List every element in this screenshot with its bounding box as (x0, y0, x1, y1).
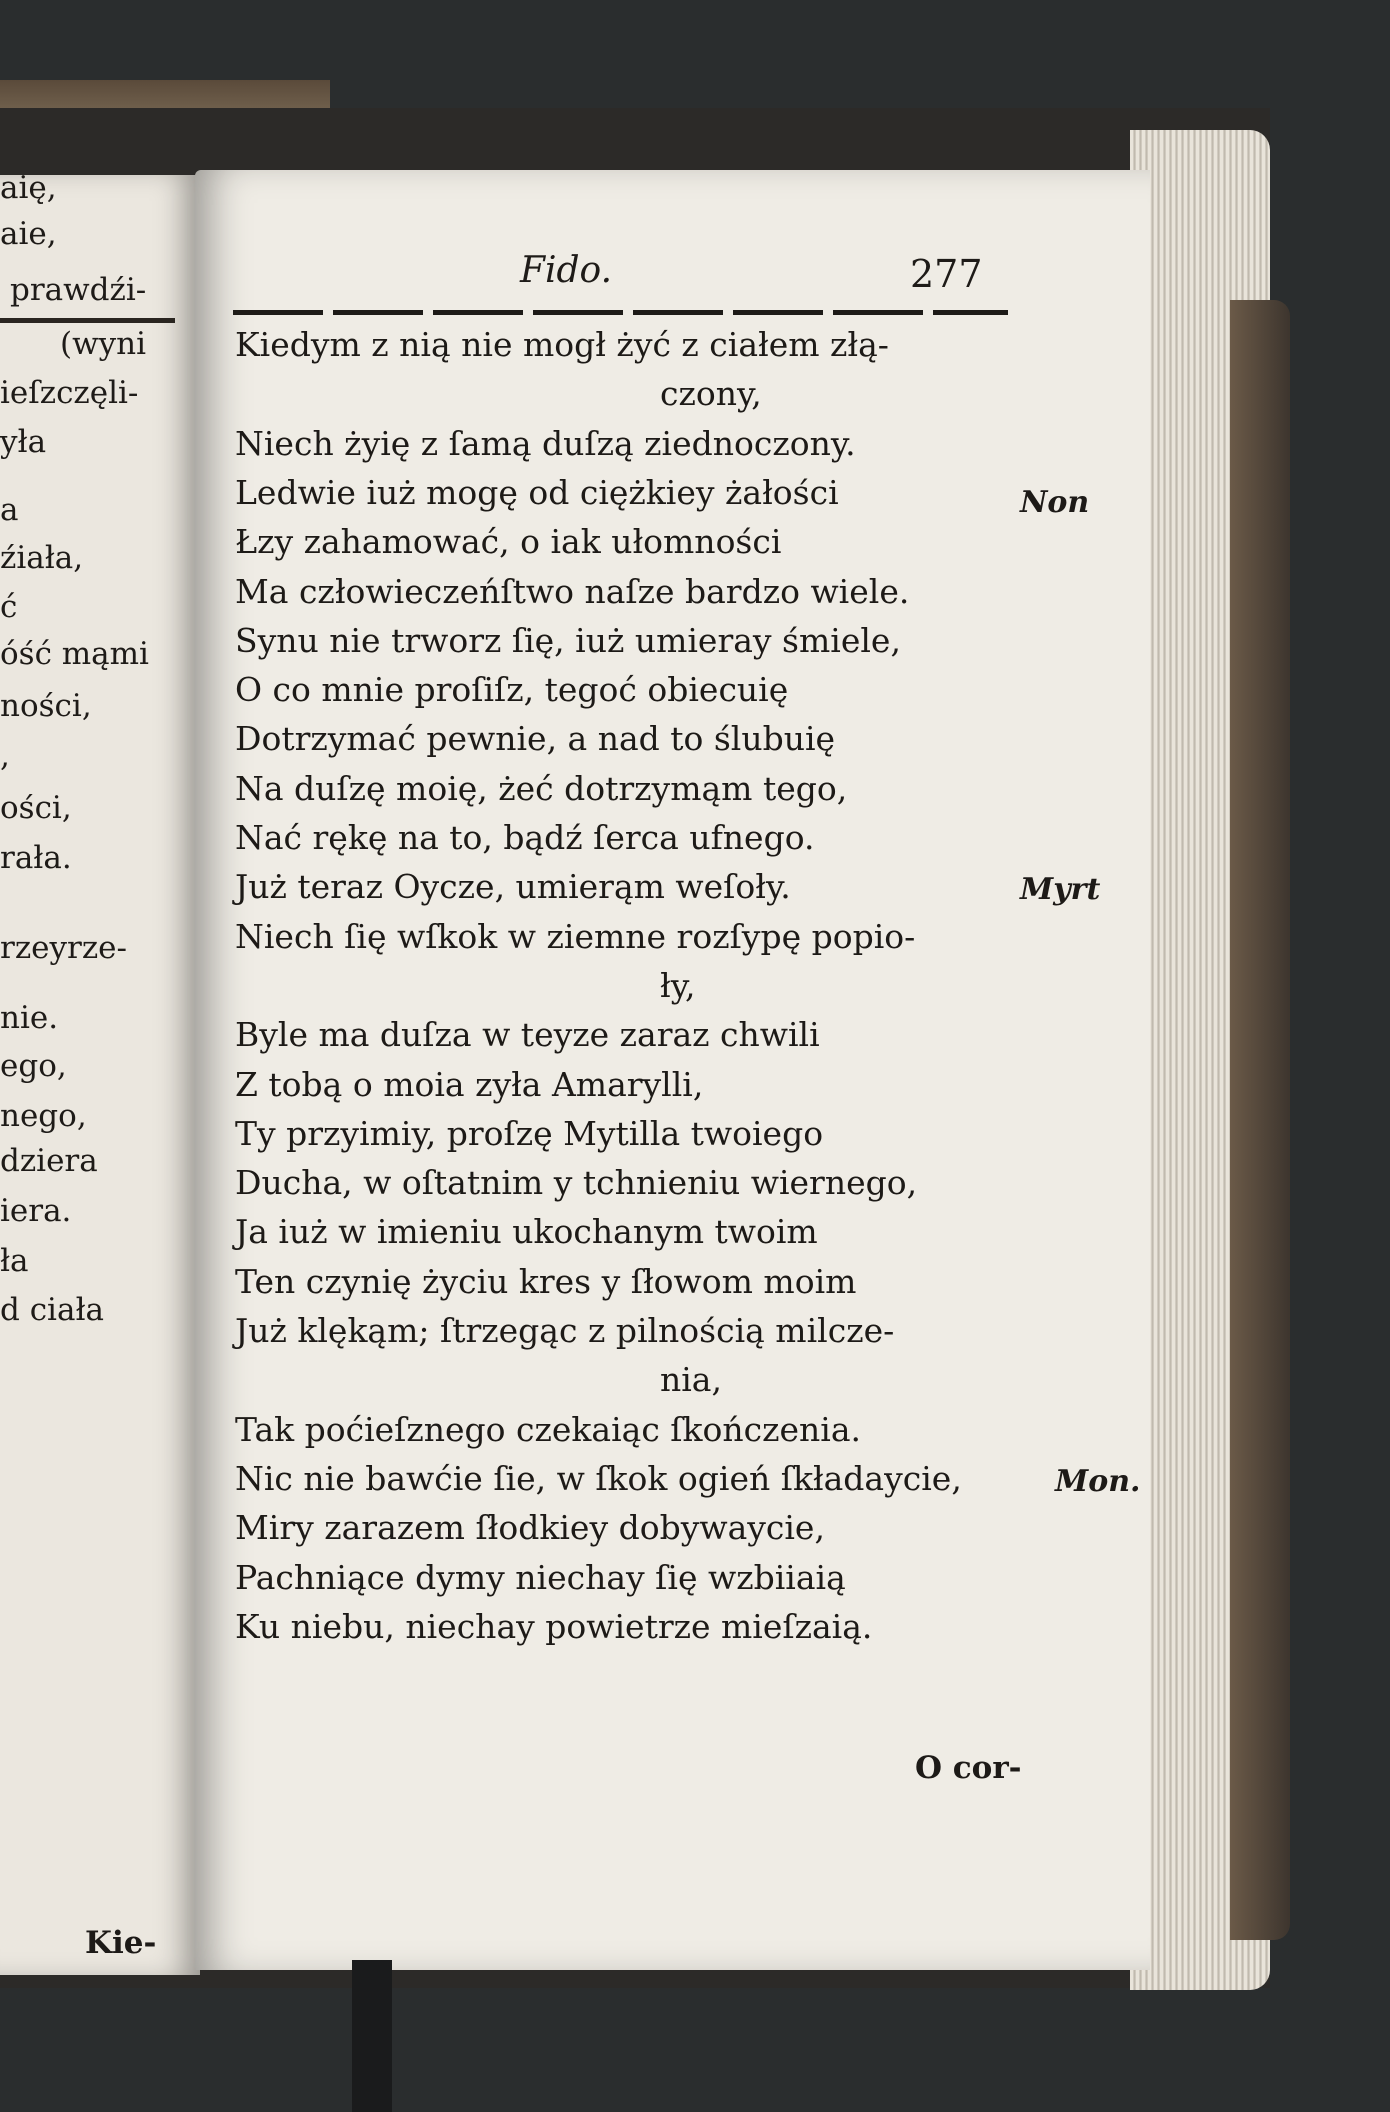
left-page-line: óść mąmi (0, 636, 149, 672)
left-catchword: Kie- (85, 1925, 157, 1961)
left-page-line: ć (0, 589, 18, 625)
header-rule (233, 310, 1008, 315)
text-line: Na duſzę moię, żeć dotrzymąm tego, (235, 769, 848, 808)
text-line: Łzy zahamować, o iak ułomności (235, 522, 782, 561)
left-page-line: dziera (0, 1143, 98, 1179)
left-page-line: ła (0, 1243, 29, 1279)
text-line: O co mnie proſiſz, tegoć obiecuię (235, 670, 789, 709)
left-page-line: aię, (0, 175, 57, 206)
text-line: Nic nie bawćie ſie, w ſkok ogień ſkładaycie, (235, 1459, 962, 1498)
left-page-line: (wyni (60, 326, 147, 362)
left-page-line: ego, (0, 1048, 67, 1084)
left-page-line: , (0, 738, 10, 774)
speaker-label: Mon. (1055, 1464, 1141, 1499)
left-page-line: nego, (0, 1098, 87, 1134)
text-line: ły, (660, 966, 696, 1005)
left-page-line: ości, (0, 790, 72, 826)
page-number: 277 (910, 252, 983, 296)
text-line: Dotrzymać pewnie, a nad to ślubuię (235, 719, 836, 758)
text-line: Byle ma duſza w teyze zaraz chwili (235, 1015, 820, 1054)
left-page-line: nie. (0, 1000, 59, 1036)
text-line: Już klękąm; ſtrzegąc z pilnością milcze- (235, 1311, 895, 1350)
left-page-line: iera. (0, 1193, 72, 1229)
text-line: Niech ſię wſkok w ziemne rozſypę popio- (235, 917, 916, 956)
text-line: Ku niebu, niechay powietrze mieſzaią. (235, 1607, 873, 1646)
text-line: Z tobą o moia zyła Amarylli, (235, 1065, 704, 1104)
text-line: Ducha, w oſtatnim y tchnieniu wiernego, (235, 1163, 918, 1202)
running-head: Fido. (520, 250, 613, 291)
text-line: czony, (660, 374, 762, 413)
left-page-line: aie, (0, 216, 57, 252)
speaker-label: Non (1020, 485, 1090, 520)
text-line: Niech żyię z ſamą duſzą ziednoczony. (235, 424, 856, 463)
text-line: Ja iuż w imieniu ukochanym twoim (235, 1212, 818, 1251)
text-line: Synu nie trworz ſię, iuż umieray śmiele, (235, 621, 901, 660)
bookmark-ribbon (352, 1960, 392, 2112)
text-line: Ma człowieczeńſtwo naſze bardzo wiele. (235, 572, 910, 611)
text-line: nia, (660, 1360, 722, 1399)
left-page-line: ieſzczęli- (0, 375, 139, 411)
text-line: Ledwie iuż mogę od ciężkiey żałości (235, 473, 839, 512)
left-page (0, 175, 200, 1975)
text-line: Tak poćieſznego czekaiąc ſkończenia. (235, 1410, 862, 1449)
left-page-line: rzeyrze- (0, 930, 127, 966)
text-line: Miry zarazem ſłodkiey dobywaycie, (235, 1508, 825, 1547)
left-page-line: prawdźi- (10, 272, 147, 308)
left-page-line: ności, (0, 688, 92, 724)
catchword: O cor- (915, 1750, 1022, 1786)
text-line: Ty przyimiy, proſzę Mytilla twoiego (235, 1114, 824, 1153)
left-page-line: yła (0, 424, 47, 460)
text-line: Kiedym z nią nie mogł żyć z ciałem złą- (235, 325, 889, 364)
speaker-label: Myrt (1020, 872, 1101, 907)
left-page-line: d ciała (0, 1292, 104, 1328)
text-line: Pachniące dymy niechay ſię wzbiiaią (235, 1558, 846, 1597)
text-line: Nać rękę na to, bądź ſerca ufnego. (235, 818, 815, 857)
left-page-line: a (0, 492, 19, 528)
left-page-rule (0, 318, 175, 323)
left-page-line: źiała, (0, 540, 84, 576)
book-cover (1230, 300, 1290, 1940)
text-line: Ten czynię życiu kres y ſłowom moim (235, 1262, 857, 1301)
text-line: Już teraz Oycze, umierąm weſoły. (235, 867, 791, 906)
left-page-line: rała. (0, 840, 72, 876)
